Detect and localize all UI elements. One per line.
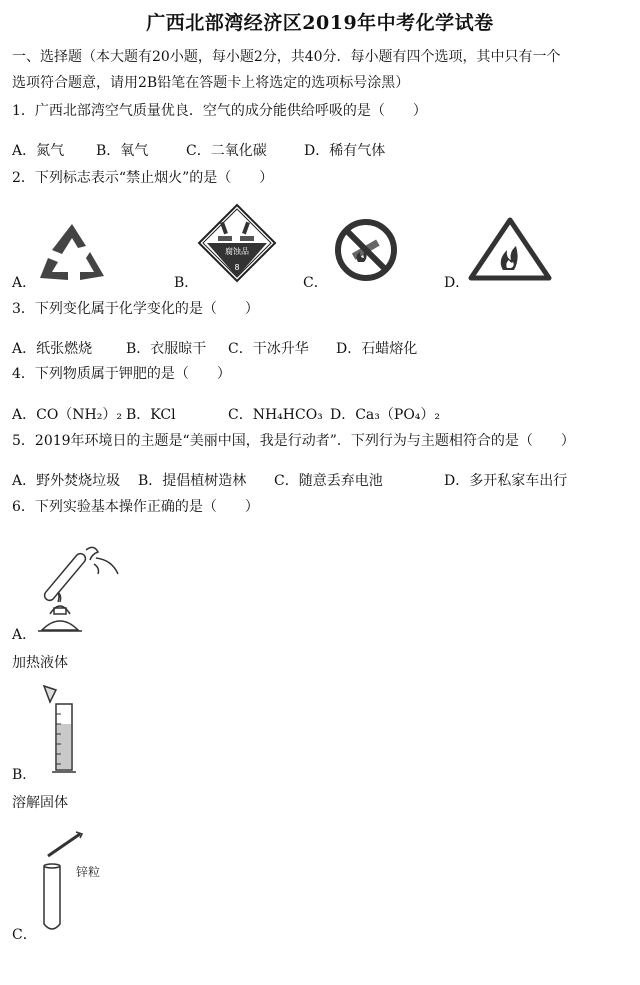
section-instructions-line1: 一、选择题（本大题有20小题，每小题2分，共40分．每小题有四个选项，其中只有一个: [12, 49, 561, 65]
q6-option-b: B．: [12, 767, 37, 783]
no-smoking-icon: [334, 218, 398, 282]
q1-option-c: C．二氧化碳: [186, 143, 267, 159]
heating-liquid-illustration: [36, 538, 126, 634]
q1-option-b: B．氧气: [96, 143, 149, 159]
page-title: 广西北部湾经济区2019年中考化学试卷: [146, 12, 494, 34]
q3-option-d: D．石蜡熔化: [336, 341, 418, 357]
question-5-stem: 5．2019年环境日的主题是“美丽中国，我是行动者”．下列行为与主题相符合的是（ ）: [12, 433, 575, 449]
question-2-stem: 2．下列标志表示“禁止烟火”的是（ ）: [12, 170, 274, 186]
corrosive-sign-icon: [198, 204, 276, 282]
question-4-stem: 4．下列物质属于钾肥的是（ ）: [12, 366, 231, 382]
q6-option-b-caption: 溶解固体: [12, 795, 68, 811]
q2-option-b: B．: [174, 275, 199, 291]
q3-option-b: B．衣服晾干: [126, 341, 207, 357]
question-3-stem: 3．下列变化属于化学变化的是（ ）: [12, 301, 259, 317]
q5-option-b: B．提倡植树造林: [138, 473, 247, 489]
q4-option-a: A．CO（NH₂）₂: [12, 407, 122, 423]
test-tube-zinc-illustration: [36, 828, 146, 938]
question-6-stem: 6．下列实验基本操作正确的是（ ）: [12, 499, 259, 515]
q4-option-b: B．KCl: [126, 407, 176, 423]
section-instructions-line2: 选项符合题意，请用2B铅笔在答题卡上将选定的选项标号涂黑）: [12, 75, 410, 91]
question-1-stem: 1．广西北部湾空气质量优良．空气的成分能供给呼吸的是（ ）: [12, 103, 427, 119]
q5-option-c: C．随意丢弃电池: [274, 473, 383, 489]
q2-option-a: A．: [12, 275, 37, 291]
q6-option-c: C．: [12, 927, 37, 943]
q4-option-c: C．NH₄HCO₃: [228, 407, 323, 423]
q3-option-c: C．干冰升华: [228, 341, 309, 357]
q6-option-a: A．: [12, 627, 37, 643]
q6-option-a-caption: 加热液体: [12, 655, 68, 671]
q4-option-d: D．Ca₃（PO₄）₂: [330, 407, 441, 423]
corrosive-sign-text: 腐蚀品: [225, 247, 249, 256]
q1-option-a: A．氮气: [12, 143, 65, 159]
q5-option-a: A．野外焚烧垃圾: [12, 473, 121, 489]
flammable-warning-icon: [469, 218, 551, 280]
zinc-granule-label: 锌粒: [76, 865, 101, 879]
corrosive-sign-number: 8: [234, 263, 240, 272]
dissolving-solid-illustration: [40, 684, 90, 776]
recycle-icon: [38, 222, 106, 284]
q2-option-d: D．: [444, 275, 470, 291]
q5-option-d: D．多开私家车出行: [444, 473, 568, 489]
q2-option-c: C．: [303, 275, 328, 291]
q3-option-a: A．纸张燃烧: [12, 341, 93, 357]
q1-option-d: D．稀有气体: [304, 143, 386, 159]
